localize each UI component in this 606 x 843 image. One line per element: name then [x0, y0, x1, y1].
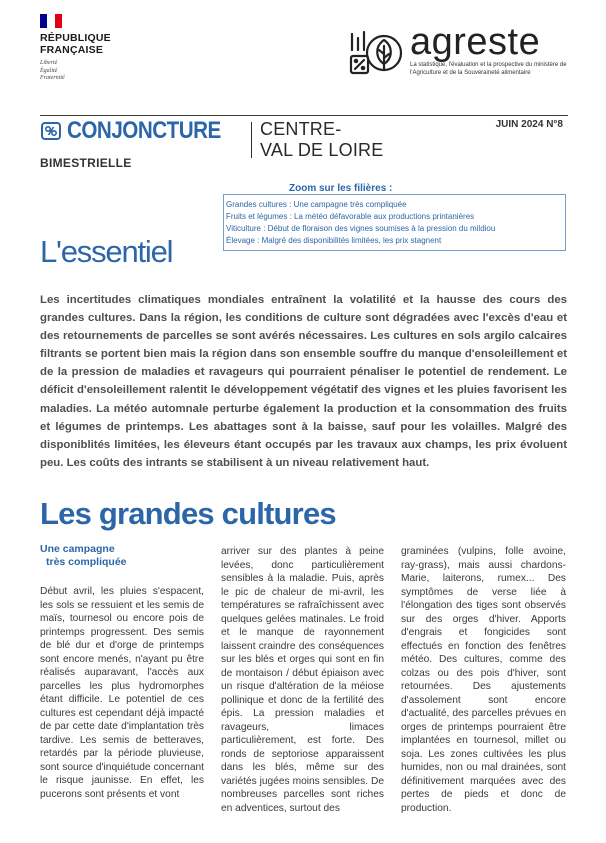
subhead-line2: très compliquée [46, 556, 127, 568]
column-2-text: arriver sur des plantes à peine levées, donc particulièrement sensibles à la maladie. Puis, après le pic de chaleur de mi-avril, les températures se rafraîchissent avec quelques gelées matinales. Le froid et le manque de rayonnement laissent craindre des conséquences sur les blés et orges qui sont en fin de montaison / début épiaison avec un risque d'altération de la méiose pollinique et donc de la fertilité des épis. La pression maladies et ravageurs, limaces particulièrement, est forte. Des ronds de septoriose apparaissent dans les blés, même sur des variétés jugées moins sensibles. De nombreuses parcelles sont riches en adventices, surtout des [221, 546, 384, 814]
zoom-item-elevage[interactable]: Élevage : Malgré des disponibilités limitées, les prix stagnent [226, 236, 442, 245]
zoom-item-grandes-cultures[interactable]: Grandes cultures : Une campagne très compliquée [226, 200, 407, 209]
essentiel-heading: L'essentiel [40, 234, 173, 269]
agreste-emblem-icon [348, 30, 406, 76]
agreste-logo [348, 21, 578, 86]
agreste-wordmark: agreste [410, 21, 541, 63]
grandes-cultures-subhead [40, 543, 127, 569]
article-column-3 [401, 545, 566, 815]
region-name [260, 119, 383, 161]
rf-title-line1: RÉPUBLIQUE [40, 32, 111, 44]
conjoncture-icon [41, 122, 61, 140]
grandes-cultures-heading: Les grandes cultures [40, 496, 336, 531]
essentiel-summary: Les incertitudes climatiques mondiales entraînent la volatilité et la hausse des cours des grandes cultures. Dans la région, les conditions de culture sont dégradées avec l'excès d'eau et des retournements de parcelles se sont avérés nécessaires. Les cultures en sols argilo calcaires filtrants se portent bien mais la région dans son ensemble souffre du manque d'ensoleillement et de la pression de maladies et ravageurs qui pourraient pénaliser le potentiel de rendement. Le déficit d'ensoleillement ralentit le développement végétatif des vignes et les pluies favorisent les maladies. La météo automnale perturbe également la production et la consommation des fruits et légumes de printemps. Les abattages sont à la baisse, sauf pour les volailles. Malgré des disponiblités limitées, les éleveurs étant occupés par les travaux aux champs, les prix évoluent peu. Les coûts des intrants se stabilisent à un niveau relativement haut. [40, 294, 567, 469]
rf-motto-line3: Fraternité [40, 75, 65, 81]
zoom-title: Zoom sur les filières : [289, 183, 393, 194]
article-column-1 [40, 585, 204, 801]
subhead-line1: Une campagne [40, 543, 115, 555]
zoom-item-fruits-legumes[interactable]: Fruits et légumes : La météo défavorable aux productions printanières [226, 212, 475, 221]
masthead-separator [251, 122, 252, 158]
article-column-2 [221, 545, 384, 815]
column-3-text: graminées (vulpins, folle avoine, ray-grass), mais aussi chardons-Marie, laiterons, rumex... Des symptômes de verse liée à l'élongation des tiges sont observés sur des orges d'hiver. Apports d'engrais et fongicides sont effectués en fonction des fenêtres météo. Des cultures, comme des colzas ou des pois d'hiver, sont retournées. Des ajustements d'assolement sont encore d'actualité, des parcelles prévues en orges de printemps pourraient être implantées en tournesol, millet ou soja. Les zones cultivées les plus humides, non ou mal drainées, sont définitivement marquées avec des pertes de pieds et donc de production. [401, 546, 566, 814]
zoom-list [226, 199, 564, 247]
region-line2: VAL DE LOIRE [260, 140, 384, 160]
header-divider [40, 115, 568, 116]
zoom-item-viticulture[interactable]: Viticulture : Début de floraison des vignes soumises à la pression du mildiou [226, 224, 496, 233]
masthead-title: CONJONCTURE [67, 117, 221, 144]
rf-motto-line2: Égalité [40, 67, 58, 74]
republique-francaise-logo [40, 14, 140, 83]
agreste-tagline: La statistique, l'évaluation et la prospective du ministère de l'Agriculture et de la Souveraineté alimentaire [410, 62, 567, 76]
rf-motto [40, 60, 140, 83]
page-header [0, 0, 606, 116]
issue-date: JUIN 2024 N°8 [495, 119, 563, 130]
column-1-text: Début avril, les pluies s'espacent, les sols se ressuient et les semis de maïs, tournesol ou encore pois de printemps progressent. Des semis de blé dur et d'orge de printemps sont encore menés, n'ayant pu être réalisés auparavant, l'accès aux parcelles les plus hydromorphes étant difficile. Le potentiel de ces cultures est cependant déjà impacté de par cette date d'implantation très tardive. Les semis de betteraves, retardés par la période pluvieuse, sont source d'inquiétude concernant le risque jaunisse. En effet, les pucerons sont présents et vont [40, 586, 204, 800]
rf-title-line2: FRANÇAISE [40, 44, 104, 56]
rf-motto-line1: Liberté [40, 60, 58, 66]
masthead-subtitle: BIMESTRIELLE [40, 156, 132, 170]
region-line1: CENTRE- [260, 119, 342, 139]
french-flag-icon [40, 14, 62, 28]
